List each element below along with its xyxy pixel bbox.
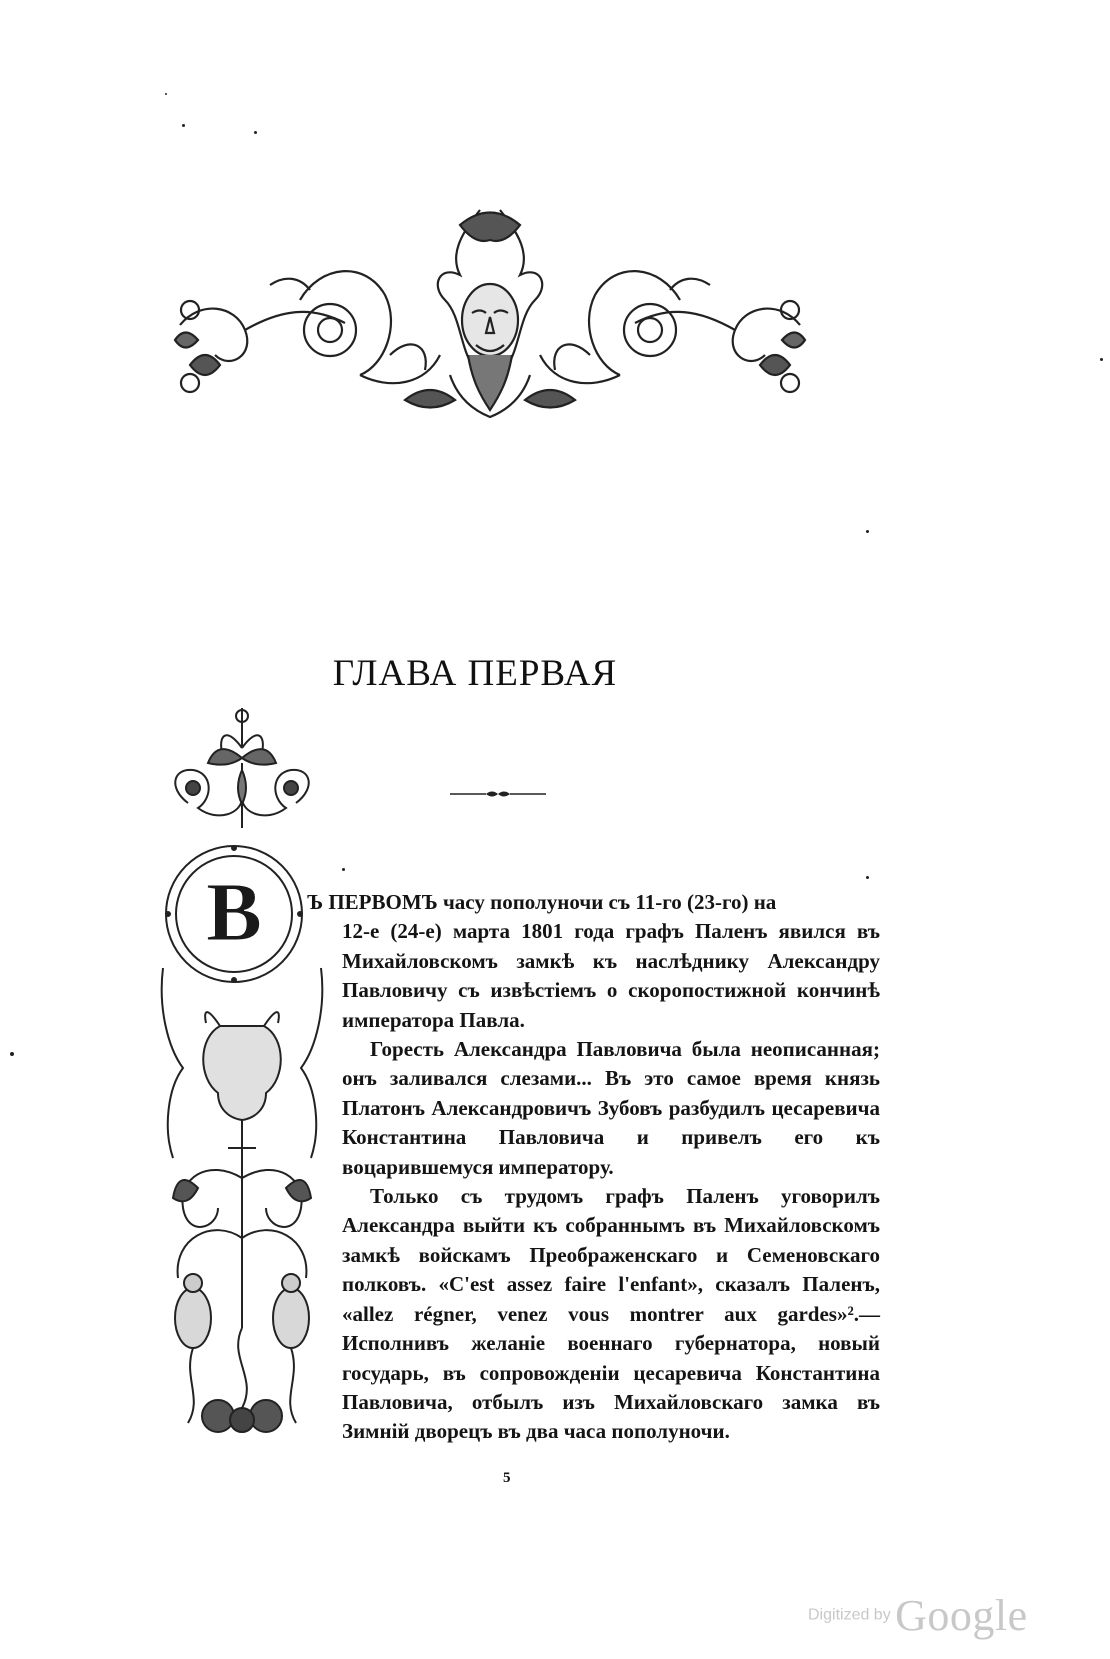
paragraph-1: 12-е (24-е) марта 1801 года графъ Паленъ явился въ Михайловскомъ замкѣ къ наслѣднику Александру Павловичу съ извѣстіемъ о скоропостижной кончинѣ императора Павла. [342, 919, 880, 1032]
watermark-brand: Google [895, 1591, 1028, 1640]
chapter-text [307, 888, 880, 1447]
chapter-title: ГЛАВА ПЕРВАЯ [332, 653, 618, 694]
scan-speck [254, 131, 257, 134]
initial-letter-ornament [158, 708, 326, 1438]
digitization-watermark [808, 1590, 1028, 1641]
scan-speck [1100, 358, 1103, 361]
paragraph-3: Только съ трудомъ графъ Паленъ уговорилъ Александра выйти къ собраннымъ въ Михайловскомъ замкѣ войскамъ Преображенскаго и Семеновскаго полковъ. «C'est assez faire l'enfant», сказалъ Паленъ, «allez régner, venez vous montrer aux gardes»².—Исполнивъ желаніе военнаго губернатора, новый государь, въ сопровожденіи цесаревича Константина Павловича, отбылъ изъ Михайловскаго замка въ Зимній дворецъ въ два часа пополуночи. [342, 1184, 880, 1444]
headpiece-ornament [160, 205, 820, 430]
watermark-prefix: Digitized by [808, 1606, 891, 1624]
scan-speck [342, 868, 345, 871]
scan-speck [182, 124, 185, 127]
scan-speck [866, 876, 869, 879]
drop-cap: В [205, 866, 263, 959]
paragraph-1-first-line: Ъ ПЕРВОМЪ часу пополуночи съ 11-го (23-го) на [307, 890, 777, 914]
scan-speck [165, 93, 167, 95]
separator-flourish [450, 788, 546, 800]
scan-speck [10, 1052, 14, 1056]
page-number: 5 [503, 1470, 511, 1486]
scan-speck [866, 530, 869, 533]
paragraph-2: Горесть Александра Павловича была неописанная; онъ заливался слезами... Въ это самое время князь Платонъ Александровичъ Зубовъ разбудилъ цесаревича Константина Павловича и привелъ его къ воцарившемуся императору. [342, 1037, 880, 1179]
